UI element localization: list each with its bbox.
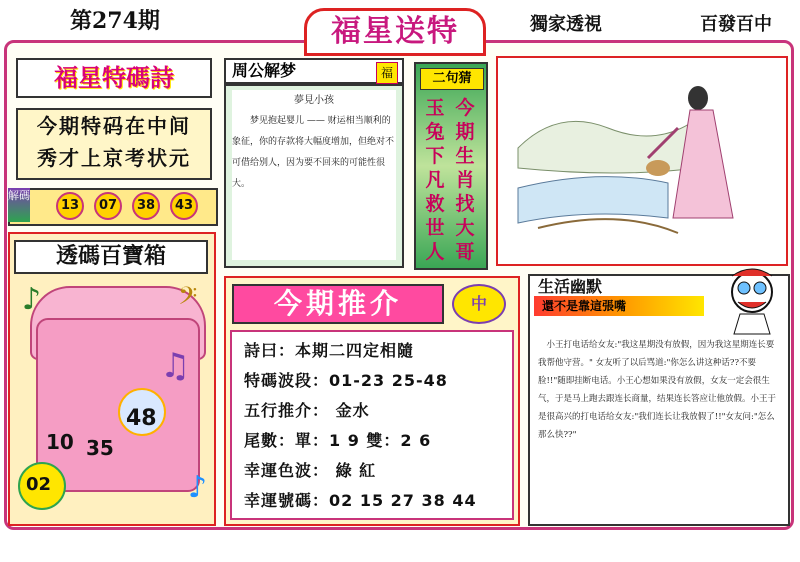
riddle-title: 二句猜 [420,68,484,90]
dream-title: 周公解梦 [224,58,404,84]
recommend-lucky: 幸運號碼：02 15 27 38 44 [244,491,477,510]
dream-content [232,90,396,260]
recommend-title: 今期推介 [232,284,444,324]
illustration-panel [496,56,788,266]
recommend-tail: 尾數：單：1 9 雙：2 6 [244,431,432,450]
brand-title: 福星送特 [304,8,486,56]
jiema-number: 13 [56,192,84,220]
issue-number: 第274期 [70,8,160,34]
poem-title: 福星特碼詩 [54,64,174,92]
dream-text: 梦见抱起婴儿 —— 财运相当顺利的象征，你的存款将大幅度增加，但绝对不可借给别人，因为要不回来的可能性很大。 [232,116,395,189]
jiema-number: 43 [170,192,198,220]
landscape-illustration [498,58,786,264]
recommend-color: 幸運色波： 綠 紅 [244,461,377,480]
music-note-icon: ♫ [160,346,191,386]
treasure-number: 10 [46,430,74,454]
jiema-number: 07 [94,192,122,220]
music-note-icon: ♪ [22,282,42,317]
riddle-line-2: 玉 兔 下 凡 救 世 人 [425,97,445,263]
dream-subtitle: 夢見小孩 [294,95,334,106]
riddle-line-1: 今 期 生 肖 找 大 哥 [455,97,475,263]
jiema-number: 38 [132,192,160,220]
poem-line-1: 今期特码在中间 [37,114,191,138]
music-note-icon: ♪ [188,470,208,505]
recommend-wave: 特碼波段：01-23 25-48 [244,371,448,390]
recommend-logo: 中 [452,284,506,324]
life-subtitle: 還不是靠這張嘴 [534,296,704,316]
cartoon-illustration [720,266,784,336]
tagline-right: 百發百中 [700,14,772,35]
dream-logo-icon: 福 [376,62,398,84]
life-text [538,336,780,444]
recommend-elements: 五行推介： 金水 [244,401,370,420]
poem-line-2: 秀才上京考状元 [37,146,191,170]
recommend-poem: 詩曰：本期二四定相隨 [244,341,415,360]
jiema-label: 解碼 [8,188,30,222]
poem-box [16,108,212,180]
life-story: 小王打电话给女友:"我这星期没有放假，因为我这星期连长要我帮他守营。" 女友听了以后骂道:"你怎么讲这种话??不要脸!!"随即挂断电话。小王心想如果没有放假，女友一定会很生气，于是马上跑去跟连长商量，结果连长答应让他放假。小王于是很高兴的打电话给女友:"我们连长让我放假了!!"女友问:"怎么那么快??" [538,340,777,440]
treasure-title: 透碼百寶箱 [14,240,208,274]
treasure-number: 02 [26,474,52,495]
treasure-number: 48 [126,406,157,431]
poem-title-box [16,58,212,98]
life-title: 生活幽默 [538,277,603,296]
treasure-number: 35 [86,436,114,460]
tagline-left: 獨家透視 [530,14,602,35]
bass-clef-icon: 𝄢 [178,282,198,317]
